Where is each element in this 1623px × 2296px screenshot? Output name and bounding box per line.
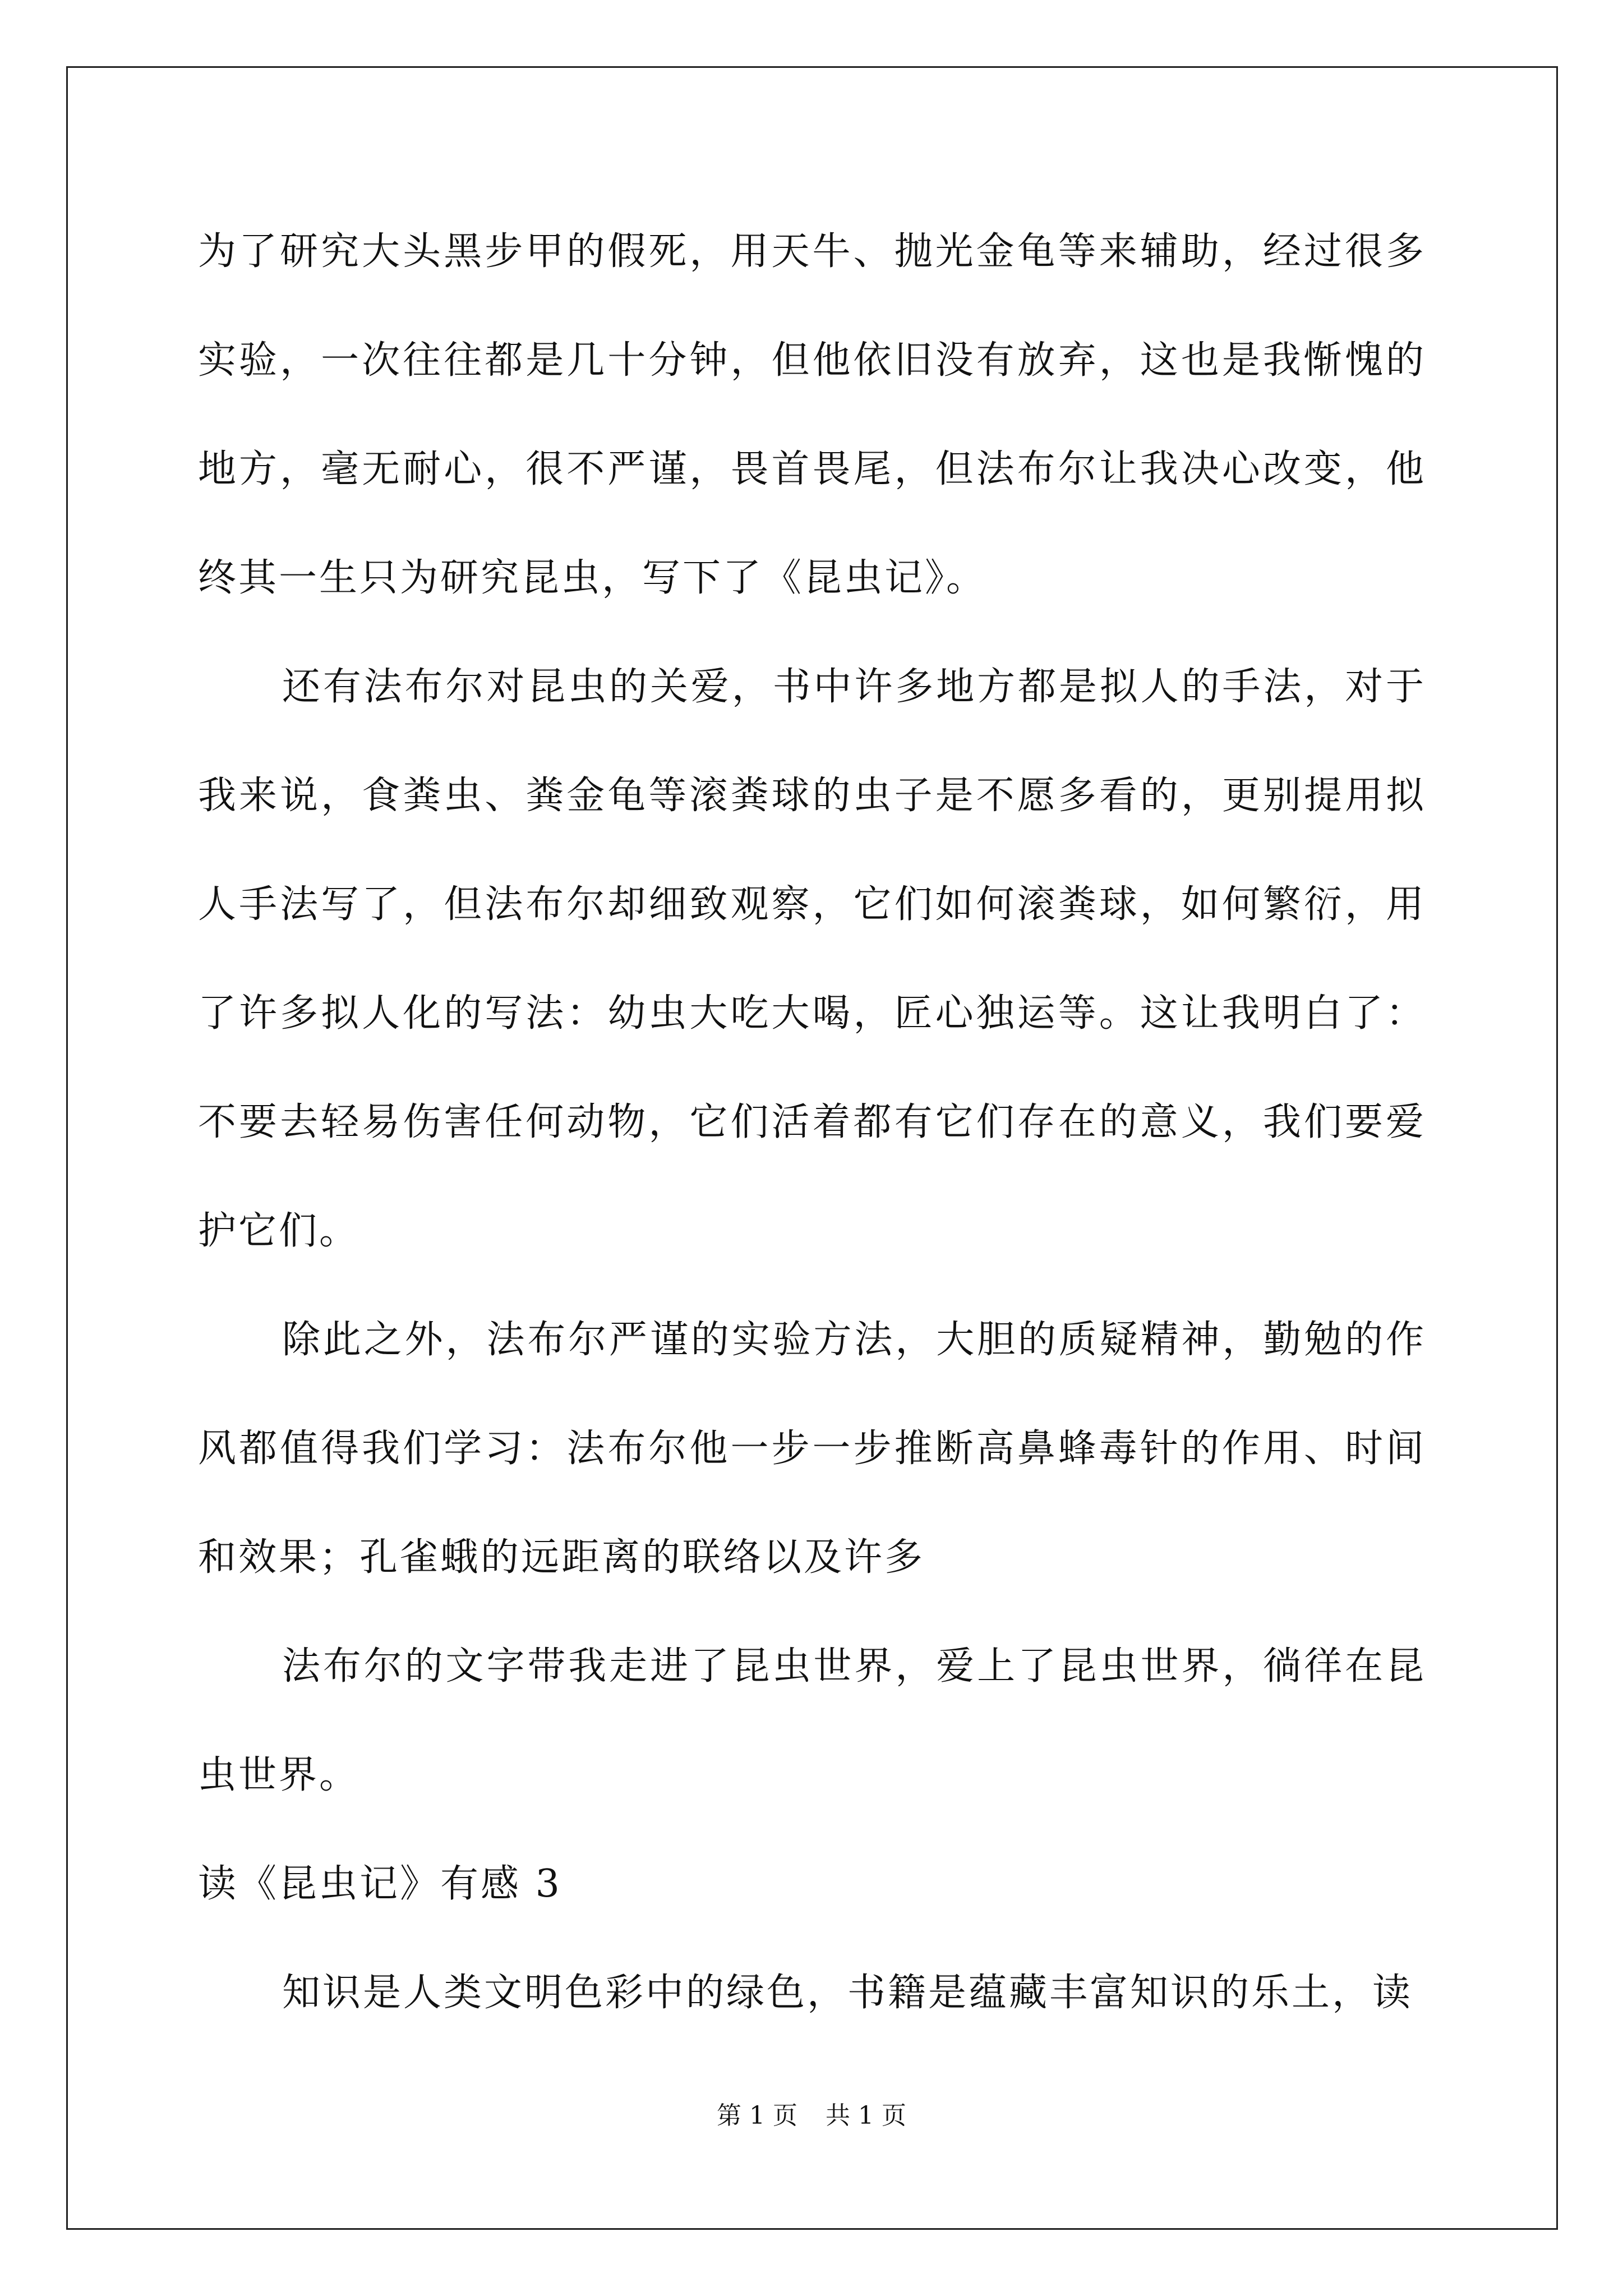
paragraph-experiments: 除此之外，法布尔严谨的实验方法，大胆的质疑精神，勤勉的作风都值得我们学习：法布尔他一步一步推断高鼻蜂毒针的作用、时间和效果；孔雀蛾的远距离的联络以及许多 [198,1318,1426,1580]
section-heading: 读《昆虫记》有感 3 [198,1862,562,1906]
page-footer [0,2099,1623,2133]
page-number-total: 共 1 页 [826,2101,906,2130]
paragraph-insect-world: 法布尔的文字带我走进了昆虫世界，爱上了昆虫世界，徜徉在昆虫世界。 [198,1644,1426,1797]
document-body [198,197,1426,2047]
paragraph-insect-care: 还有法布尔对昆虫的关爱，书中许多地方都是拟人的手法，对于我来说，食粪虫、粪金龟等滚粪球的虫子是不愿多看的，更别提用拟人手法写了，但法布尔却细致观察，它们如何滚粪球，如何繁衍，用了许多拟人化的写法：幼虫大吃大喝，匠心独运等。这让我明白了：不要去轻易伤害任何动物，它们活着都有它们存在的意义，我们要爱护它们。 [198,665,1426,1253]
paragraph-continuation: 为了研究大头黑步甲的假死，用天牛、抛光金龟等来辅助，经过很多实验，一次往往都是几十分钟，但他依旧没有放弃，这也是我惭愧的地方，毫无耐心，很不严谨，畏首畏尾，但法布尔让我决心改变，他终其一生只为研究昆虫，写下了《昆虫记》。 [198,229,1426,600]
page-number-current: 第 1 页 [717,2101,797,2130]
paragraph-knowledge: 知识是人类文明色彩中的绿色，书籍是蕴藏丰富知识的乐土，读 [282,1971,1413,2015]
